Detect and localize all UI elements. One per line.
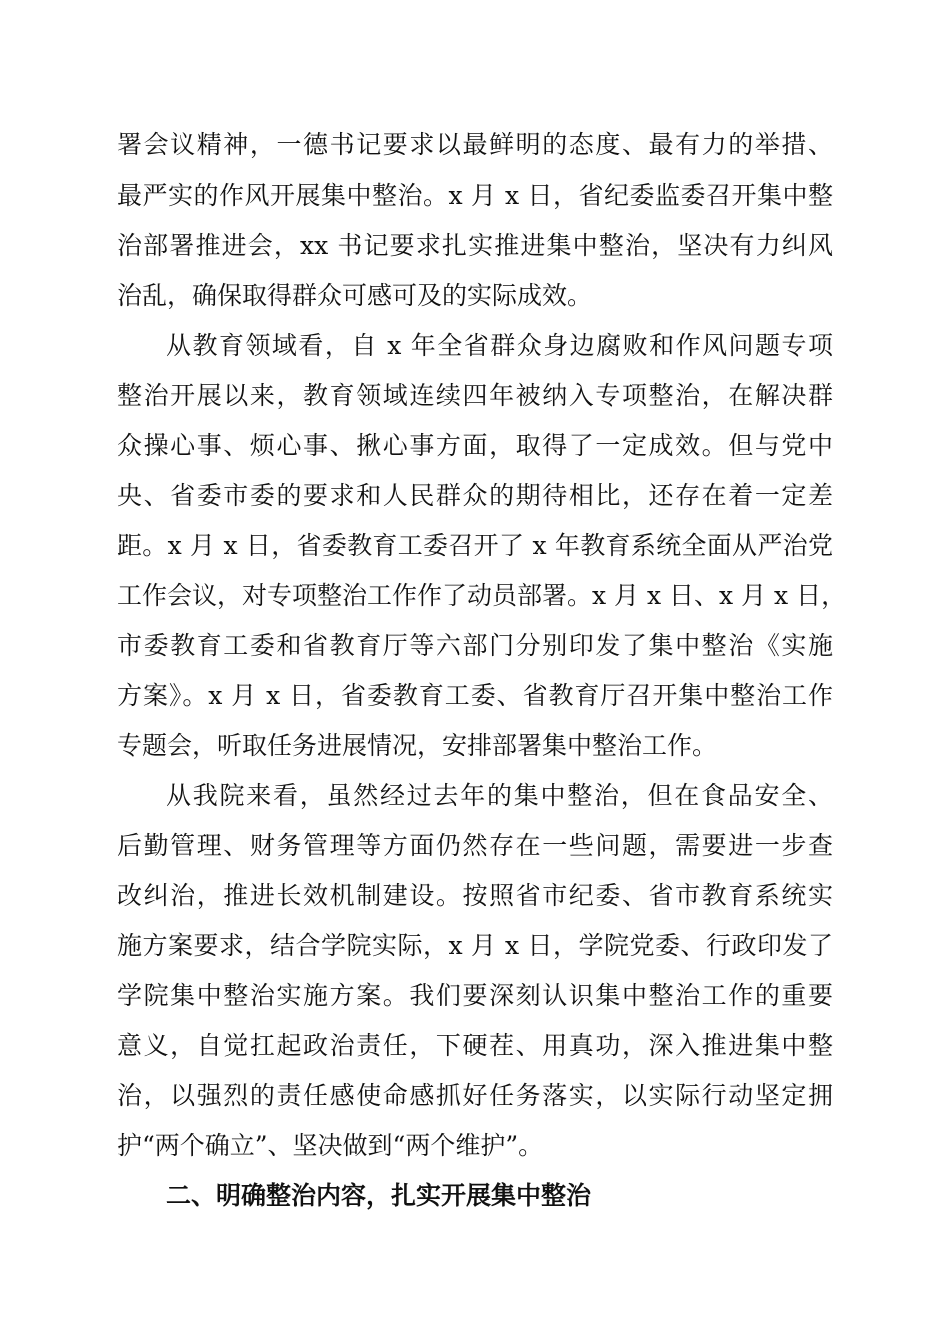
- paragraph-line: 央、省委市委的要求和人民群众的期待相比，还存在着一定差: [117, 481, 833, 510]
- paragraph-line: 方案》。x 月 x 日，省委教育工委、省教育厅召开集中整治工作: [117, 681, 833, 710]
- paragraph-line: 从我院来看，虽然经过去年的集中整治，但在食品安全、: [166, 781, 833, 810]
- section-heading: 二、明确整治内容，扎实开展集中整治: [166, 1181, 592, 1210]
- paragraph-line: 市委教育工委和省教育厅等六部门分别印发了集中整治《实施: [117, 631, 833, 660]
- paragraph-line: 治部署推进会，xx 书记要求扎实推进集中整治，坚决有力纠风: [117, 231, 833, 260]
- paragraph-line: 学院集中整治实施方案。我们要深刻认识集中整治工作的重要: [117, 981, 833, 1010]
- paragraph-line: 护“两个确立”、坚决做到“两个维护”。: [117, 1131, 544, 1160]
- paragraph-line: 工作会议，对专项整治工作作了动员部署。x 月 x 日、x 月 x 日，: [117, 581, 847, 610]
- paragraph-line: 距。x 月 x 日，省委教育工委召开了 x 年教育系统全面从严治党: [117, 531, 833, 560]
- paragraph-line: 改纠治，推进长效机制建设。按照省市纪委、省市教育系统实: [117, 881, 833, 910]
- paragraph-line: 署会议精神，一德书记要求以最鲜明的态度、最有力的举措、: [117, 130, 833, 159]
- paragraph-line: 整治开展以来，教育领域连续四年被纳入专项整治，在解决群: [117, 381, 833, 410]
- paragraph-line: 最严实的作风开展集中整治。x 月 x 日，省纪委监委召开集中整: [117, 181, 833, 210]
- paragraph-line: 意义，自觉扛起政治责任，下硬茬、用真功，深入推进集中整: [117, 1031, 833, 1060]
- paragraph-line: 施方案要求，结合学院实际，x 月 x 日，学院党委、行政印发了: [117, 931, 833, 960]
- paragraph-line: 专题会，听取任务进展情况，安排部署集中整治工作。: [117, 731, 718, 760]
- paragraph-line: 从教育领域看，自 x 年全省群众身边腐败和作风问题专项: [166, 331, 833, 360]
- paragraph-line: 治，以强烈的责任感使命感抓好任务落实，以实际行动坚定拥: [117, 1081, 833, 1110]
- paragraph-line: 后勤管理、财务管理等方面仍然存在一些问题，需要进一步查: [117, 831, 833, 860]
- paragraph-line: 治乱，确保取得群众可感可及的实际成效。: [117, 281, 593, 310]
- paragraph-line: 众操心事、烦心事、揪心事方面，取得了一定成效。但与党中: [117, 431, 833, 460]
